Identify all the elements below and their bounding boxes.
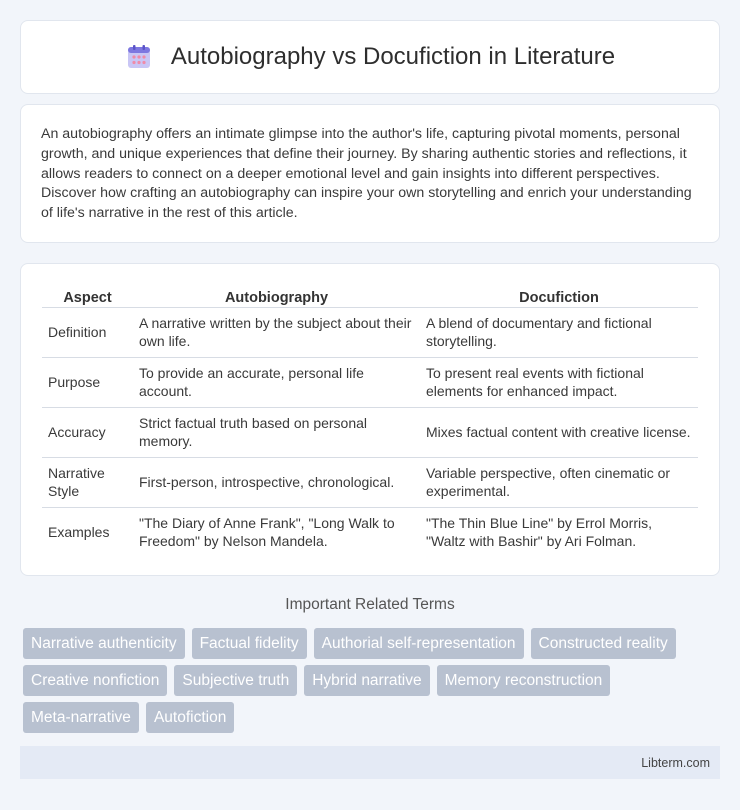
intro-card	[20, 104, 720, 243]
row-docufiction: Mixes factual content with creative license.	[420, 408, 698, 458]
row-autobiography: First-person, introspective, chronological.	[133, 458, 420, 508]
header-card	[20, 20, 720, 94]
row-aspect: Accuracy	[42, 408, 133, 458]
intro-paragraph: An autobiography offers an intimate glimpse into the author's life, capturing pivotal moments, personal growth, and unique experiences that define their journey. By sharing authentic stories and reflections, it allows readers to connect on a deeper emotional level and gain insights into different perspectives. Discover how crafting an autobiography can inspire your own storytelling and enrich your understanding of life's narrative in the rest of this article.	[41, 126, 692, 222]
footer	[20, 746, 720, 779]
calendar-icon	[125, 43, 153, 71]
row-docufiction: Variable perspective, often cinematic or experimental.	[420, 458, 698, 508]
tag-meta-narrative[interactable]: Meta-narrative	[23, 702, 139, 733]
comparison-table	[42, 284, 698, 557]
tag-factual-fidelity[interactable]: Factual fidelity	[192, 628, 307, 659]
related-terms-title: Important Related Terms	[285, 596, 455, 613]
page-title: Autobiography vs Docufiction in Literature	[170, 43, 616, 70]
footer-site-link[interactable]: Libterm.com	[641, 755, 710, 770]
tag-autofiction[interactable]: Autofiction	[146, 702, 234, 733]
related-terms-list	[23, 628, 723, 733]
comparison-table-card	[20, 263, 720, 576]
table-row	[42, 508, 698, 557]
tag-memory-reconstruction[interactable]: Memory reconstruction	[437, 665, 611, 696]
tag-constructed-reality[interactable]: Constructed reality	[531, 628, 676, 659]
row-autobiography: A narrative written by the subject about their own life.	[133, 308, 420, 358]
header-docufiction: Docufiction	[420, 284, 698, 308]
header-autobiography: Autobiography	[133, 284, 420, 308]
row-aspect: Definition	[42, 308, 133, 358]
tag-authorial-self-representation[interactable]: Authorial self-representation	[314, 628, 524, 659]
row-aspect: Narrative Style	[42, 458, 133, 508]
tag-subjective-truth[interactable]: Subjective truth	[174, 665, 297, 696]
tag-creative-nonfiction[interactable]: Creative nonfiction	[23, 665, 167, 696]
row-autobiography: To provide an accurate, personal life account.	[133, 358, 420, 408]
row-aspect: Examples	[48, 523, 110, 540]
tag-hybrid-narrative[interactable]: Hybrid narrative	[304, 665, 429, 696]
row-docufiction: A blend of documentary and fictional storytelling.	[420, 308, 698, 358]
row-autobiography: "The Diary of Anne Frank", "Long Walk to Freedom" by Nelson Mandela.	[139, 515, 395, 549]
tag-narrative-authenticity[interactable]: Narrative authenticity	[23, 628, 185, 659]
table-row	[42, 308, 698, 358]
table-row	[42, 458, 698, 508]
table-header-row	[42, 284, 698, 308]
row-autobiography: Strict factual truth based on personal memory.	[133, 408, 420, 458]
table-row	[42, 358, 698, 408]
row-docufiction: To present real events with fictional elements for enhanced impact.	[420, 358, 698, 408]
table-row	[42, 408, 698, 458]
header-aspect: Aspect	[42, 284, 133, 308]
row-docufiction: "The Thin Blue Line" by Errol Morris, "Waltz with Bashir" by Ari Folman.	[426, 515, 652, 549]
row-aspect: Purpose	[42, 358, 133, 408]
